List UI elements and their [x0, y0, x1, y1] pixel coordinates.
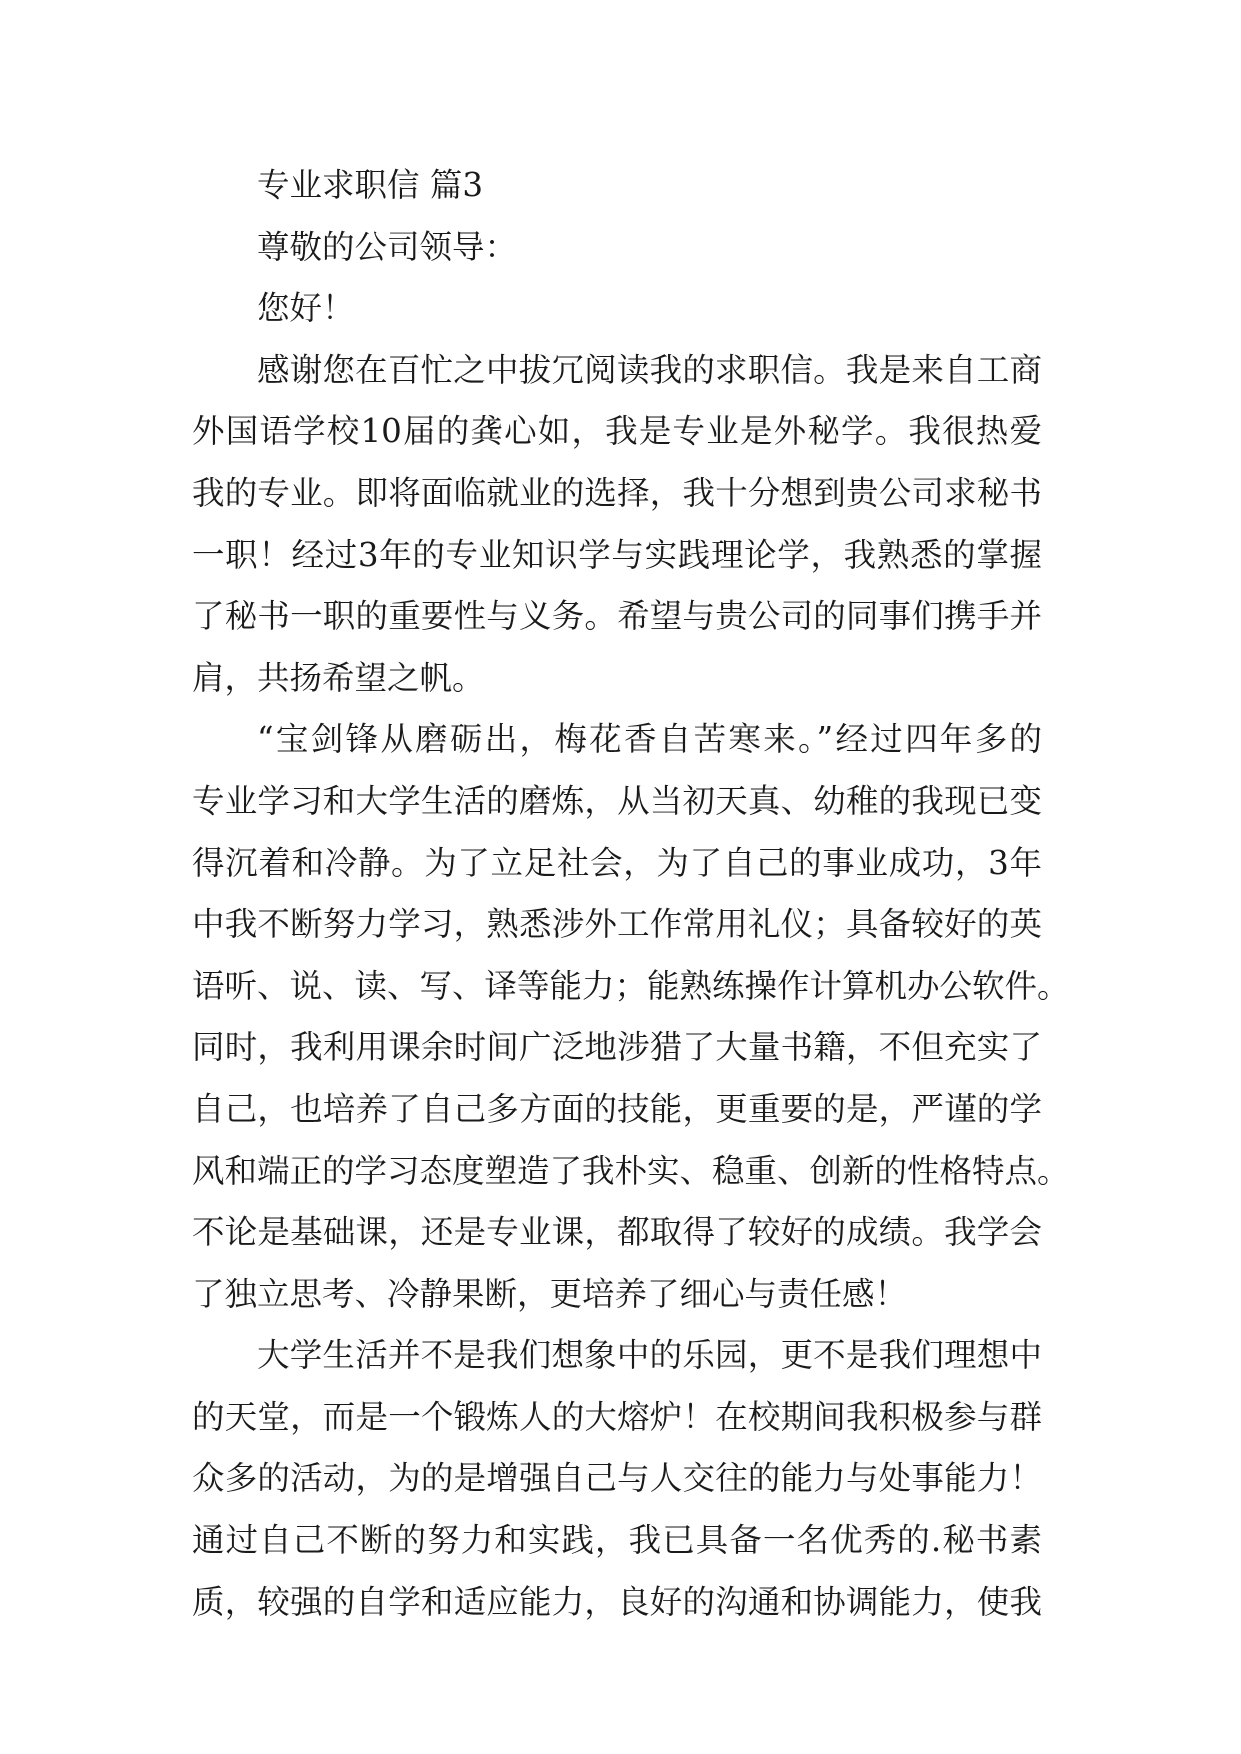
doc-line: 专业学习和大学生活的磨炼，从当初天真、幼稚的我现已变 [192, 781, 1042, 820]
doc-line: 我的专业。即将面临就业的选择，我十分想到贵公司求秘书 [192, 473, 1042, 512]
doc-line: 肩，共扬希望之帆。 [192, 658, 485, 697]
doc-line: 外国语学校10届的龚心如，我是专业是外秘学。我很热爱 [192, 412, 1042, 451]
doc-line: 质，较强的自学和适应能力，良好的沟通和协调能力，使我 [192, 1582, 1042, 1621]
doc-line: 了秘书一职的重要性与义务。希望与贵公司的同事们携手并 [192, 597, 1042, 636]
doc-line: 得沉着和冷静。为了立足社会，为了自己的事业成功，3年 [192, 843, 1042, 882]
doc-line: 不论是基础课，还是专业课，都取得了较好的成绩。我学会 [192, 1213, 1042, 1252]
doc-line: 大学生活并不是我们想象中的乐园，更不是我们理想中 [257, 1336, 1042, 1375]
document-body [192, 155, 1070, 1633]
doc-line: 语听、说、读、写、译等能力；能熟练操作计算机办公软件。 [192, 966, 1070, 1005]
doc-line: 感谢您在百忙之中拔冗阅读我的求职信。我是来自工商 [257, 350, 1042, 389]
doc-line: 通过自己不断的努力和实践，我已具备一名优秀的.秘书素 [192, 1521, 1042, 1560]
doc-line: 自己，也培养了自己多方面的技能，更重要的是，严谨的学 [192, 1089, 1042, 1128]
doc-line: “宝剑锋从磨砺出，梅花香自苦寒来。”经过四年多的 [257, 720, 1042, 759]
doc-line: 众多的活动，为的是增强自己与人交往的能力与处事能力！ [192, 1459, 1042, 1498]
doc-line-greeting: 您好！ [257, 289, 355, 328]
doc-line: 同时，我利用课余时间广泛地涉猎了大量书籍，不但充实了 [192, 1028, 1042, 1067]
doc-line-title: 专业求职信 篇3 [257, 166, 484, 204]
doc-line: 中我不断努力学习，熟悉涉外工作常用礼仪；具备较好的英 [192, 905, 1042, 944]
doc-line: 的天堂，而是一个锻炼人的大熔炉！在校期间我积极参与群 [192, 1397, 1042, 1436]
doc-line: 风和端正的学习态度塑造了我朴实、稳重、创新的性格特点。 [192, 1151, 1070, 1190]
doc-line-salutation: 尊敬的公司领导： [257, 227, 518, 266]
doc-line: 一职！经过3年的专业知识学与实践理论学，我熟悉的掌握 [192, 535, 1042, 574]
doc-line: 了独立思考、冷静果断，更培养了细心与责任感！ [192, 1274, 908, 1313]
